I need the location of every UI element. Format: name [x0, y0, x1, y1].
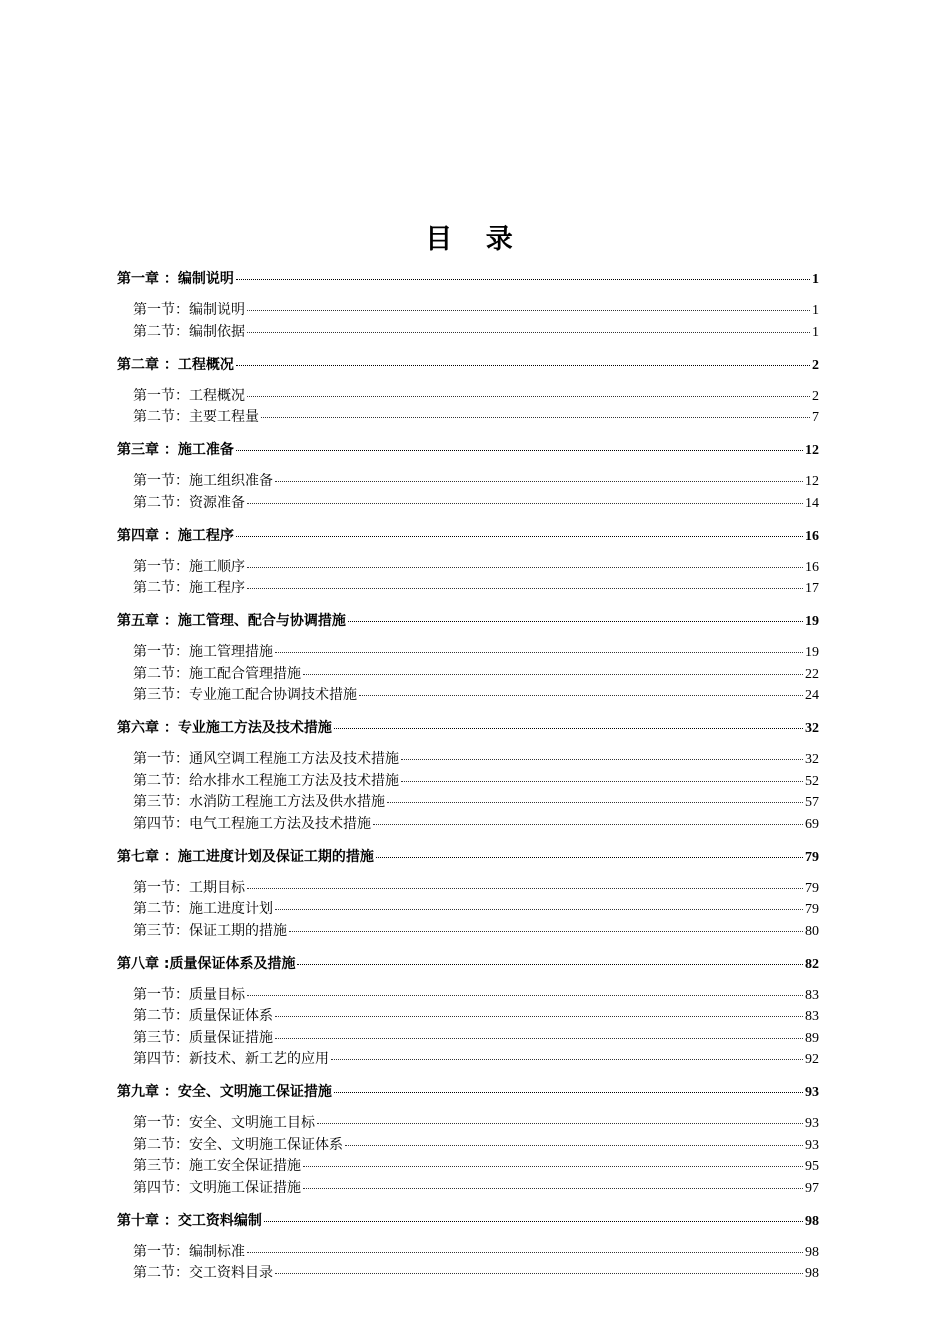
chapter-title: 第三章 ：施工准备 — [117, 442, 234, 458]
section-page-number: 16 — [805, 559, 819, 575]
section-title: 第二节：编制依据 — [133, 323, 245, 340]
section-page-number: 32 — [805, 752, 819, 767]
section-title: 第一节：施工管理措施 — [133, 644, 273, 660]
table-of-contents — [117, 268, 819, 1285]
section-title: 第一节：安全、文明施工目标 — [133, 1115, 315, 1131]
toc-section-entry[interactable] — [117, 921, 819, 943]
dot-leader — [261, 416, 810, 418]
section-page-number: 57 — [805, 795, 819, 810]
toc-section-entry[interactable] — [117, 1135, 819, 1157]
toc-section-entry[interactable] — [117, 471, 819, 493]
toc-section-entry[interactable] — [117, 1242, 819, 1264]
section-title: 第一节：工程概况 — [133, 387, 245, 404]
section-page-number: 95 — [805, 1159, 819, 1174]
section-title: 第一节：施工顺序 — [133, 558, 245, 575]
section-title: 第四节：文明施工保证措施 — [133, 1179, 301, 1196]
dot-leader — [247, 994, 803, 996]
section-title: 第二节：交工资料目录 — [133, 1265, 273, 1281]
section-title: 第二节：质量保证体系 — [133, 1008, 273, 1024]
toc-chapter-entry[interactable] — [117, 1210, 819, 1233]
dot-leader — [331, 1058, 803, 1060]
section-page-number: 97 — [805, 1180, 819, 1196]
section-title: 第二节：主要工程量 — [133, 409, 259, 425]
dot-leader — [303, 1187, 803, 1189]
chapter-page-number: 79 — [805, 849, 819, 865]
dot-leader — [376, 856, 803, 858]
section-title: 第一节：通风空调工程施工方法及技术措施 — [133, 751, 399, 767]
section-page-number: 12 — [805, 474, 819, 489]
chapter-page-number: 98 — [805, 1213, 819, 1229]
chapter-title: 第四章 ：施工程序 — [117, 527, 234, 544]
section-page-number: 22 — [805, 666, 819, 682]
dot-leader — [373, 823, 803, 825]
section-title: 第一节：编制标准 — [133, 1243, 245, 1260]
section-page-number: 98 — [805, 1266, 819, 1281]
page-title: 目 录 — [425, 224, 525, 255]
toc-section-entry[interactable] — [117, 899, 819, 921]
section-page-number: 1 — [812, 303, 819, 318]
section-title: 第三节：水消防工程施工方法及供水措施 — [133, 794, 385, 810]
dot-leader — [303, 1165, 803, 1167]
section-page-number: 7 — [812, 410, 819, 425]
section-title: 第二节：施工进度计划 — [133, 901, 273, 917]
dot-leader — [359, 694, 803, 696]
dot-leader — [317, 1122, 803, 1124]
chapter-page-number: 93 — [805, 1085, 819, 1100]
chapter-page-number: 32 — [805, 721, 819, 736]
toc-chapter-entry[interactable] — [117, 717, 819, 740]
toc-chapter-entry[interactable] — [117, 354, 819, 377]
dot-leader — [236, 278, 810, 280]
section-title: 第二节：给水排水工程施工方法及技术措施 — [133, 772, 399, 789]
dot-leader — [275, 1015, 803, 1017]
chapter-title: 第一章 ：编制说明 — [117, 271, 234, 287]
dot-leader — [275, 1272, 803, 1274]
dot-leader — [247, 395, 810, 397]
section-title: 第四节：新技术、新工艺的应用 — [133, 1051, 329, 1067]
toc-chapter-entry[interactable] — [117, 610, 819, 633]
toc-chapter-entry[interactable] — [117, 439, 819, 462]
toc-chapter-entry[interactable] — [117, 268, 819, 291]
dot-leader — [275, 651, 803, 653]
section-page-number: 93 — [805, 1116, 819, 1131]
section-page-number: 17 — [805, 581, 819, 596]
toc-section-entry[interactable] — [117, 322, 819, 344]
dot-leader — [236, 535, 803, 537]
dot-leader — [275, 908, 803, 910]
section-title: 第一节：质量目标 — [133, 986, 245, 1003]
section-page-number: 14 — [805, 495, 819, 511]
section-title: 第二节：安全、文明施工保证体系 — [133, 1136, 343, 1153]
dot-leader — [247, 331, 810, 333]
toc-section-entry[interactable] — [117, 386, 819, 408]
dot-leader — [247, 502, 803, 504]
chapter-title: 第八章 :质量保证体系及措施 — [117, 955, 296, 972]
chapter-title: 第十章 ：交工资料编制 — [117, 1212, 262, 1229]
section-page-number: 80 — [805, 923, 819, 939]
dot-leader — [275, 1037, 803, 1039]
dot-leader — [247, 309, 810, 311]
chapter-page-number: 1 — [812, 272, 819, 287]
dot-leader — [334, 727, 803, 729]
section-page-number: 98 — [805, 1244, 819, 1260]
chapter-page-number: 2 — [812, 357, 819, 373]
section-page-number: 93 — [805, 1137, 819, 1153]
dot-leader — [401, 780, 803, 782]
section-title: 第一节：编制说明 — [133, 302, 245, 318]
section-page-number: 2 — [812, 388, 819, 404]
toc-section-entry[interactable] — [117, 557, 819, 579]
section-title: 第三节：保证工期的措施 — [133, 922, 287, 939]
section-page-number: 24 — [805, 688, 819, 703]
toc-section-entry[interactable] — [117, 1156, 819, 1178]
toc-section-entry[interactable] — [117, 814, 819, 836]
dot-leader — [264, 1220, 803, 1222]
section-title: 第一节：施工组织准备 — [133, 473, 273, 489]
toc-section-entry[interactable] — [117, 771, 819, 793]
chapter-title: 第七章 ：施工进度计划及保证工期的措施 — [117, 848, 374, 865]
dot-leader — [303, 673, 803, 675]
chapter-title: 第五章 ：施工管理、配合与协调措施 — [117, 613, 346, 629]
toc-section-entry[interactable] — [117, 1113, 819, 1135]
section-title: 第三节：专业施工配合协调技术措施 — [133, 687, 357, 703]
toc-section-entry[interactable] — [117, 985, 819, 1007]
toc-section-entry[interactable] — [117, 1028, 819, 1050]
section-title: 第二节：资源准备 — [133, 494, 245, 511]
dot-leader — [236, 364, 810, 366]
section-page-number: 79 — [805, 902, 819, 917]
dot-leader — [275, 480, 803, 482]
chapter-title: 第二章 ：工程概况 — [117, 356, 234, 373]
dot-leader — [348, 620, 803, 622]
toc-section-entry[interactable] — [117, 878, 819, 900]
toc-section-entry[interactable] — [117, 664, 819, 686]
dot-leader — [247, 887, 803, 889]
dot-leader — [297, 963, 803, 965]
dot-leader — [247, 1251, 803, 1253]
dot-leader — [345, 1144, 803, 1146]
section-page-number: 1 — [812, 324, 819, 340]
section-page-number: 69 — [805, 816, 819, 832]
toc-section-entry[interactable] — [117, 749, 819, 771]
dot-leader — [236, 449, 803, 451]
section-title: 第三节：施工安全保证措施 — [133, 1158, 301, 1174]
chapter-page-number: 16 — [805, 528, 819, 544]
toc-section-entry[interactable] — [117, 578, 819, 600]
chapter-page-number: 19 — [805, 614, 819, 629]
section-page-number: 19 — [805, 645, 819, 660]
section-page-number: 83 — [805, 987, 819, 1003]
toc-chapter-entry[interactable] — [117, 953, 819, 976]
section-title: 第二节：施工程序 — [133, 580, 245, 596]
section-page-number: 79 — [805, 880, 819, 896]
section-page-number: 92 — [805, 1052, 819, 1067]
section-title: 第一节：工期目标 — [133, 879, 245, 896]
toc-section-entry[interactable] — [117, 1178, 819, 1200]
dot-leader — [334, 1091, 803, 1093]
section-title: 第二节：施工配合管理措施 — [133, 665, 301, 682]
dot-leader — [247, 587, 803, 589]
toc-section-entry[interactable] — [117, 1006, 819, 1028]
toc-section-entry[interactable] — [117, 792, 819, 814]
dot-leader — [401, 758, 803, 760]
chapter-page-number: 12 — [805, 443, 819, 458]
dot-leader — [289, 930, 803, 932]
toc-section-entry[interactable] — [117, 1263, 819, 1285]
dot-leader — [247, 566, 803, 568]
chapter-title: 第六章 ：专业施工方法及技术措施 — [117, 720, 332, 736]
dot-leader — [387, 801, 803, 803]
toc-chapter-entry[interactable] — [117, 1081, 819, 1104]
chapter-title: 第九章 ：安全、文明施工保证措施 — [117, 1084, 332, 1100]
section-title: 第三节：质量保证措施 — [133, 1029, 273, 1046]
toc-section-entry[interactable] — [117, 685, 819, 707]
toc-section-entry[interactable] — [117, 407, 819, 429]
section-title: 第四节：电气工程施工方法及技术措施 — [133, 815, 371, 832]
section-page-number: 83 — [805, 1009, 819, 1024]
section-page-number: 89 — [805, 1030, 819, 1046]
toc-section-entry[interactable] — [117, 642, 819, 664]
toc-section-entry[interactable] — [117, 300, 819, 322]
section-page-number: 52 — [805, 773, 819, 789]
toc-chapter-entry[interactable] — [117, 846, 819, 869]
toc-section-entry[interactable] — [117, 493, 819, 515]
chapter-page-number: 82 — [805, 956, 819, 972]
toc-section-entry[interactable] — [117, 1049, 819, 1071]
toc-chapter-entry[interactable] — [117, 525, 819, 548]
